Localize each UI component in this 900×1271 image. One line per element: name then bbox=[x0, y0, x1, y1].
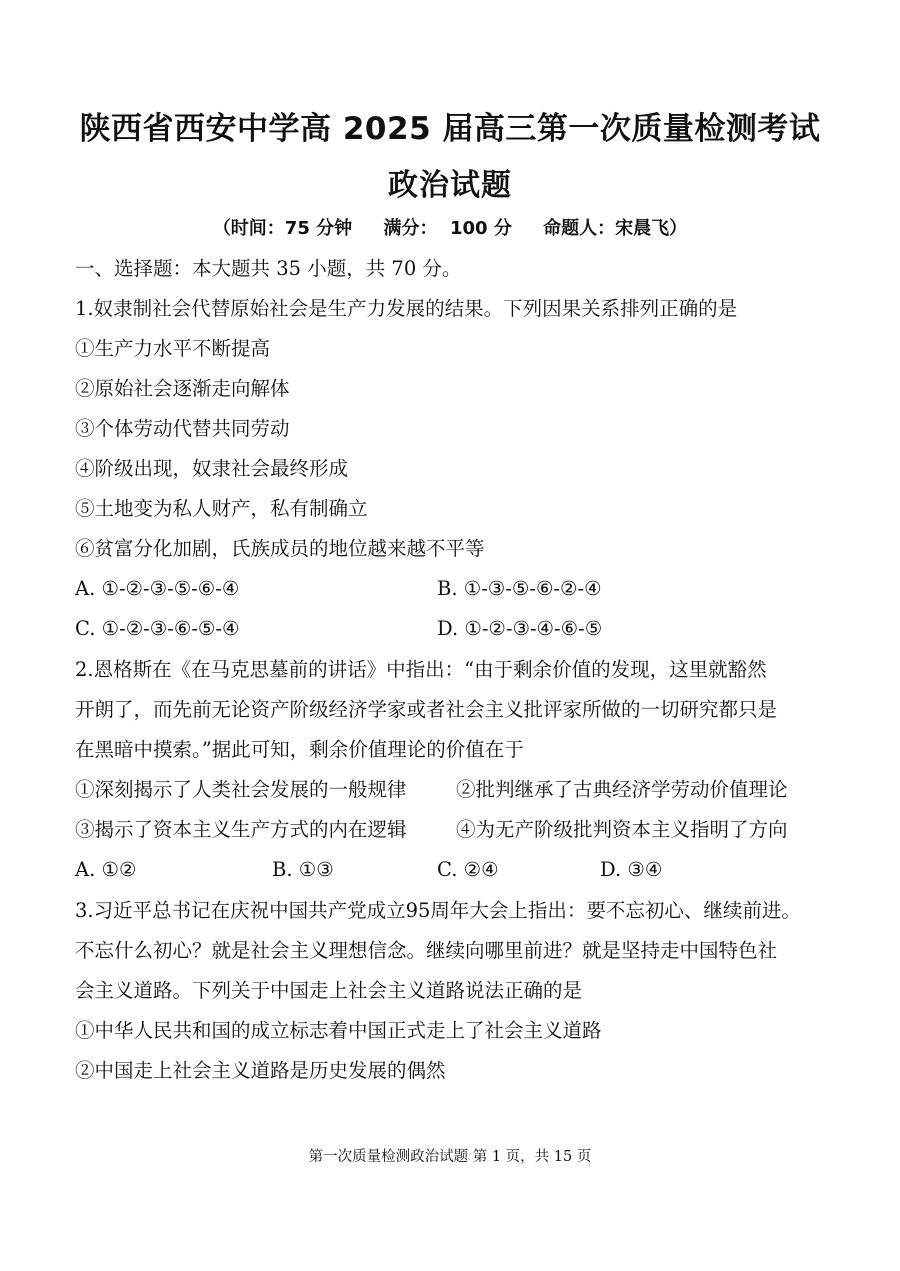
question-2-option-a[interactable]: A. ①② bbox=[75, 858, 137, 881]
question-1-option-b[interactable]: B. ①-③-⑤-⑥-②-④ bbox=[437, 577, 602, 600]
question-2-item: ③揭示了资本主义生产方式的内在逻辑 bbox=[75, 818, 407, 841]
question-2-stem: 在黑暗中摸索。”据此可知，剩余价值理论的价值在于 bbox=[75, 738, 524, 761]
question-3-stem: 不忘什么初心？就是社会主义理想信念。继续向哪里前进？就是坚持走中国特色社 bbox=[75, 939, 778, 962]
question-1-item: ④阶级出现，奴隶社会最终形成 bbox=[75, 457, 349, 480]
question-2-option-c[interactable]: C. ②④ bbox=[437, 858, 499, 881]
question-3-item: ②中国走上社会主义道路是历史发展的偶然 bbox=[75, 1059, 446, 1082]
question-3-item: ①中华人民共和国的成立标志着中国正式走上了社会主义道路 bbox=[75, 1019, 602, 1042]
question-1-option-d[interactable]: D. ①-②-③-④-⑥-⑤ bbox=[437, 617, 603, 640]
question-1-item: ⑥贫富分化加剧，氏族成员的地位越来越不平等 bbox=[75, 537, 485, 560]
page-footer: 第一次质量检测政治试题 第 1 页，共 15 页 bbox=[308, 1149, 592, 1165]
question-2-stem: 2.恩格斯在《在马克思墓前的讲话》中指出：“由于剩余价值的发现，这里就豁然 bbox=[75, 658, 767, 681]
question-2-item: ①深刻揭示了人类社会发展的一般规律 bbox=[75, 778, 407, 801]
exam-info: （时间：75 分钟 满分： 100 分 命题人：宋晨飞） bbox=[212, 218, 688, 239]
question-2-item: ④为无产阶级批判资本主义指明了方向 bbox=[456, 818, 788, 841]
exam-title: 陕西省西安中学高 2025 届高三第一次质量检测考试 bbox=[79, 111, 821, 147]
question-2-option-b[interactable]: B. ①③ bbox=[272, 858, 334, 881]
question-3-stem: 会主义道路。下列关于中国走上社会主义道路说法正确的是 bbox=[75, 979, 583, 1002]
question-2-option-d[interactable]: D. ③④ bbox=[600, 858, 663, 881]
question-1-item: ②原始社会逐渐走向解体 bbox=[75, 377, 290, 400]
question-3-stem: 3.习近平总书记在庆祝中国共产党成立95周年大会上指出：要不忘初心、继续前进。 bbox=[75, 899, 801, 922]
section-heading: 一、选择题：本大题共 35 小题，共 70 分。 bbox=[75, 257, 462, 280]
question-1-option-a[interactable]: A. ①-②-③-⑤-⑥-④ bbox=[75, 577, 240, 600]
question-1-stem: 1.奴隶制社会代替原始社会是生产力发展的结果。下列因果关系排列正确的是 bbox=[75, 297, 738, 320]
question-1-item: ③个体劳动代替共同劳动 bbox=[75, 417, 290, 440]
question-2-stem: 开朗了，而先前无论资产阶级经济学家或者社会主义批评家所做的一切研究都只是 bbox=[75, 698, 778, 721]
question-2-item: ②批判继承了古典经济学劳动价值理论 bbox=[456, 778, 788, 801]
exam-subtitle: 政治试题 bbox=[388, 168, 512, 203]
question-1-item: ①生产力水平不断提高 bbox=[75, 337, 271, 360]
question-1-item: ⑤土地变为私人财产，私有制确立 bbox=[75, 497, 368, 520]
question-1-option-c[interactable]: C. ①-②-③-⑥-⑤-④ bbox=[75, 617, 240, 640]
